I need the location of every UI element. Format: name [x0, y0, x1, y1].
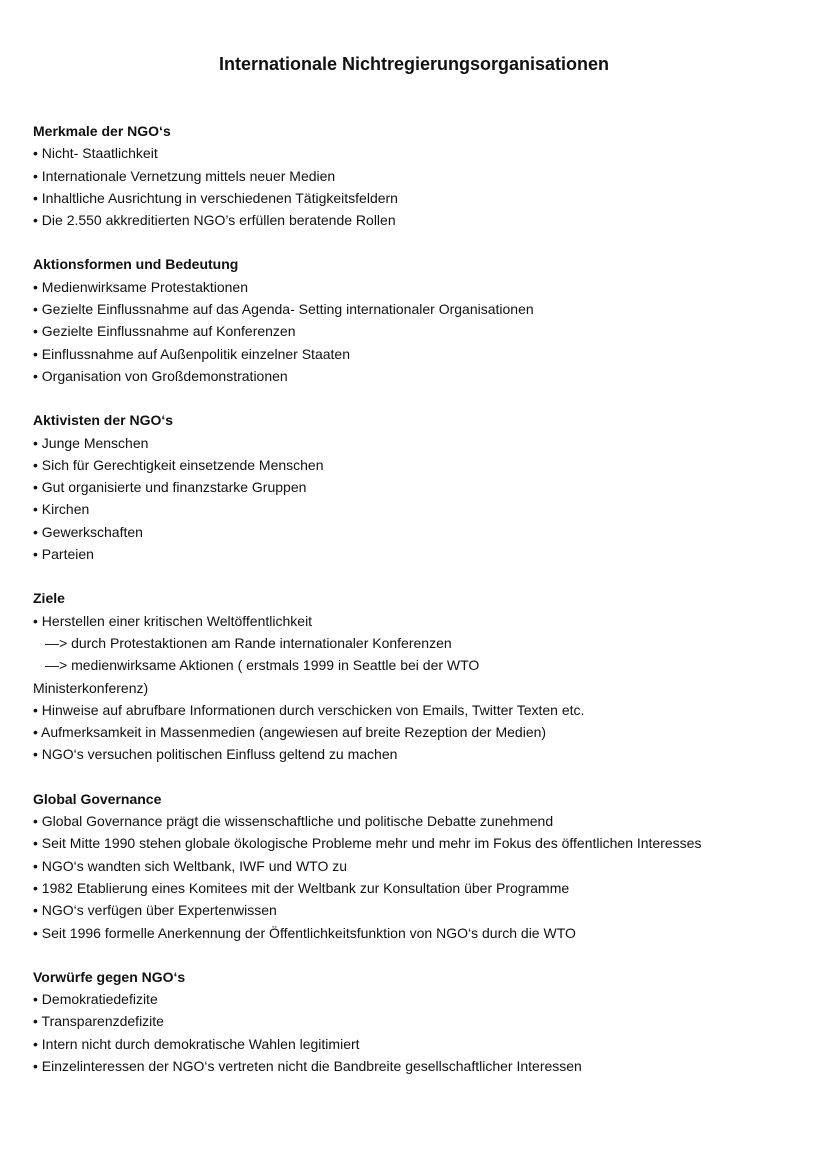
bullet-item: • Intern nicht durch demokratische Wahlen legitimiert — [33, 1035, 360, 1052]
bullet-item: • Organisation von Großdemonstrationen — [33, 367, 288, 384]
bullet-item: • Medienwirksame Protestaktionen — [33, 278, 248, 295]
bullet-item: • Gewerkschaften — [33, 523, 143, 540]
bullet-item: • Global Governance prägt die wissenschaftliche und politische Debatte zunehmend — [33, 813, 554, 830]
page-title: Internationale Nichtregierungsorganisationen — [218, 54, 610, 74]
bullet-item: • Junge Menschen — [33, 434, 149, 451]
bullet-item: • Aufmerksamkeit in Massenmedien (angewiesen auf breite Rezeption der Medien) — [33, 724, 547, 741]
bullet-item: • Gezielte Einflussnahme auf Konferenzen — [33, 323, 296, 340]
document-body — [33, 120, 813, 1099]
bullet-item: • NGO‘s wandten sich Weltbank, IWF und WTO zu — [33, 857, 348, 874]
section-heading: Merkmale der NGO‘s — [33, 123, 171, 139]
section-heading: Aktivisten der NGO‘s — [33, 412, 174, 429]
bullet-item: • Demokratiedefizite — [33, 991, 158, 1008]
section-global-governance — [33, 788, 813, 944]
bullet-item: • Nicht- Staatlichkeit — [33, 145, 158, 162]
sub-item: —> medienwirksame Aktionen ( erstmals 1999 in Seattle bei der WTO — [45, 657, 480, 674]
bullet-item: • Kirchen — [33, 501, 90, 518]
section-heading: Ziele — [33, 590, 65, 607]
continuation-line: Ministerkonferenz) — [33, 679, 149, 696]
section-vorwuerfe-gegen-ngo-s — [33, 966, 813, 1077]
bullet-item: • Gut organisierte und finanzstarke Gruppen — [33, 479, 307, 496]
bullet-item: • NGO‘s verfügen über Expertenwissen — [33, 902, 277, 919]
section-aktionsformen-und-bedeutung — [33, 253, 813, 387]
section-aktivisten-der-ngo-s — [33, 409, 813, 565]
section-heading: Global Governance — [33, 790, 162, 807]
sub-item: —> durch Protestaktionen am Rande internationaler Konferenzen — [45, 634, 452, 651]
section-heading: Vorwürfe gegen NGO‘s — [33, 968, 186, 985]
bullet-item: • Einzelinteressen der NGO‘s vertreten nicht die Bandbreite gesellschaftlicher Interessen — [33, 1057, 582, 1074]
bullet-item: • Einflussnahme auf Außenpolitik einzelner Staaten — [33, 345, 350, 362]
bullet-item: • Parteien — [33, 546, 94, 563]
bullet-item: • 1982 Etablierung eines Komitees mit der Weltbank zur Konsultation über Programme — [33, 879, 570, 896]
bullet-item: • Transparenzdefizite — [33, 1013, 164, 1030]
bullet-item: • Sich für Gerechtigkeit einsetzende Menschen — [33, 456, 324, 473]
section-heading: Aktionsformen und Bedeutung — [33, 256, 239, 273]
bullet-item: • Seit Mitte 1990 stehen globale ökologische Probleme mehr und mehr im Fokus des öffentlichen Interesses — [33, 835, 702, 852]
section-merkmale-der-ngo-s — [33, 120, 813, 231]
bullet-item: • Gezielte Einflussnahme auf das Agenda- Setting internationaler Organisationen — [33, 301, 534, 318]
bullet-item: • Hinweise auf abrufbare Informationen durch verschicken von Emails, Twitter Texten etc. — [33, 701, 585, 718]
bullet-item: • Inhaltliche Ausrichtung in verschiedenen Tätigkeitsfeldern — [33, 189, 398, 206]
bullet-item: • NGO‘s versuchen politischen Einfluss geltend zu machen — [33, 746, 398, 763]
section-ziele — [33, 587, 813, 765]
bullet-item: • Seit 1996 formelle Anerkennung der Öffentlichkeitsfunktion von NGO‘s durch die WTO — [33, 924, 576, 941]
bullet-item: • Herstellen einer kritischen Weltöffentlichkeit — [33, 612, 313, 629]
bullet-item: • Die 2.550 akkreditierten NGO’s erfüllen beratende Rollen — [33, 212, 396, 229]
bullet-item: • Internationale Vernetzung mittels neuer Medien — [33, 167, 336, 184]
